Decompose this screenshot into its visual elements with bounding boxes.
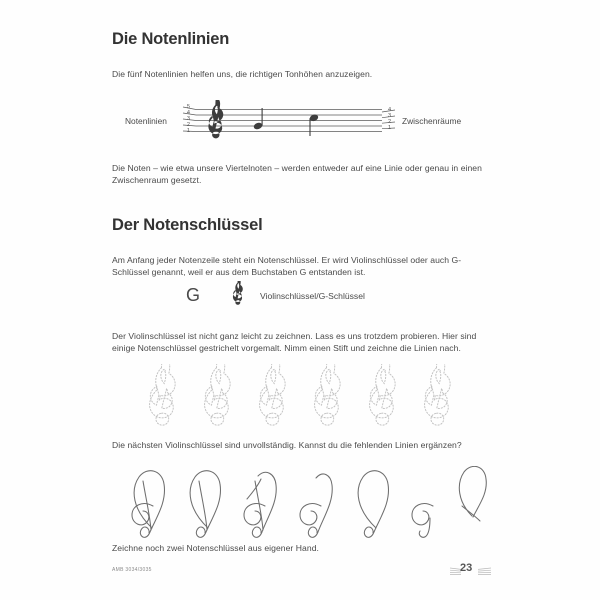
paragraph-complete-task: Die nächsten Violinschlüssel sind unvollständig. Kannst du die fehlenden Linien ergänzen? bbox=[112, 440, 462, 450]
staff-label-notenlinien: Notenlinien bbox=[125, 116, 167, 126]
space-number: 2 bbox=[388, 119, 392, 126]
treble-clef-icon bbox=[208, 100, 223, 138]
page-footer bbox=[112, 562, 500, 586]
dashed-clef bbox=[315, 364, 341, 425]
paragraph-freehand-task: Zeichne noch zwei Notenschlüssel aus eigener Hand. bbox=[112, 543, 319, 553]
incomplete-clef-row bbox=[120, 466, 490, 538]
staff-svg bbox=[174, 100, 404, 148]
line-number: 5 bbox=[186, 104, 190, 110]
letter-g: G bbox=[186, 285, 201, 305]
partial-clef-6 bbox=[412, 504, 433, 538]
trace-clef-row bbox=[140, 364, 480, 430]
trace-clef-svg bbox=[140, 364, 480, 430]
dashed-clef bbox=[150, 364, 176, 425]
footer-code: AMB 3034/3035 bbox=[112, 567, 152, 573]
dashed-clef bbox=[260, 364, 286, 425]
paragraph-trace-task: Der Violinschlüssel ist nicht ganz leicht zu zeichnen. Lass es uns trotzdem probieren. Hier sind einige Notenschlüssel gestrichelt vorgemalt. Nimm einen Stift und zeichne die Linien nach. bbox=[112, 331, 477, 353]
line-number: 3 bbox=[186, 116, 190, 123]
space-number: 3 bbox=[388, 113, 392, 120]
dashed-clef bbox=[205, 364, 231, 425]
page-number: 23 bbox=[460, 562, 473, 574]
incomplete-clef-svg bbox=[120, 466, 490, 538]
g-clef-origin-row bbox=[112, 283, 442, 313]
space-number: 1 bbox=[388, 125, 392, 132]
page-content bbox=[112, 0, 500, 600]
dashed-clef bbox=[370, 364, 396, 425]
space-number: 4 bbox=[388, 107, 392, 113]
dashed-clef bbox=[425, 364, 451, 425]
caption-violinschluessel: Violinschlüssel/G-Schlüssel bbox=[260, 291, 365, 301]
line-number: 2 bbox=[186, 122, 190, 129]
quarter-note-2 bbox=[309, 113, 319, 136]
partial-clef-2 bbox=[190, 471, 220, 538]
line-number: 4 bbox=[186, 110, 190, 117]
line-number: 1 bbox=[186, 128, 190, 135]
paragraph-notenschluessel-intro: Am Anfang jeder Notenzeile steht ein Notenschlüssel. Er wird Violinschlüssel oder auch G-Schlüssel genannt, weil er aus dem Buchstaben G entstanden ist. bbox=[112, 255, 462, 277]
partial-clef-5 bbox=[358, 471, 388, 538]
partial-clef-1 bbox=[132, 471, 165, 538]
staff-label-zwischenraeume: Zwischenräume bbox=[402, 116, 462, 126]
quarter-note-1 bbox=[253, 108, 263, 130]
paragraph-notenlinien-intro: Die fünf Notenlinien helfen uns, die richtigen Tonhöhen anzuzeigen. bbox=[112, 69, 373, 79]
partial-clef-3 bbox=[244, 472, 276, 537]
partial-clef-7 bbox=[459, 466, 486, 521]
section-heading-notenschluessel: Der Notenschlüssel bbox=[112, 216, 263, 234]
staff-diagram bbox=[112, 98, 500, 150]
footer-staff-right-icon bbox=[478, 566, 492, 578]
treble-clef-icon bbox=[228, 281, 250, 315]
section-heading-notenlinien: Die Notenlinien bbox=[112, 30, 230, 48]
partial-clef-4 bbox=[300, 474, 332, 537]
paragraph-notenlinien-outro: Die Noten – wie etwa unsere Viertelnoten – werden entweder auf eine Linie oder genau in einen Zwischenraum gesetzt. bbox=[112, 163, 482, 185]
